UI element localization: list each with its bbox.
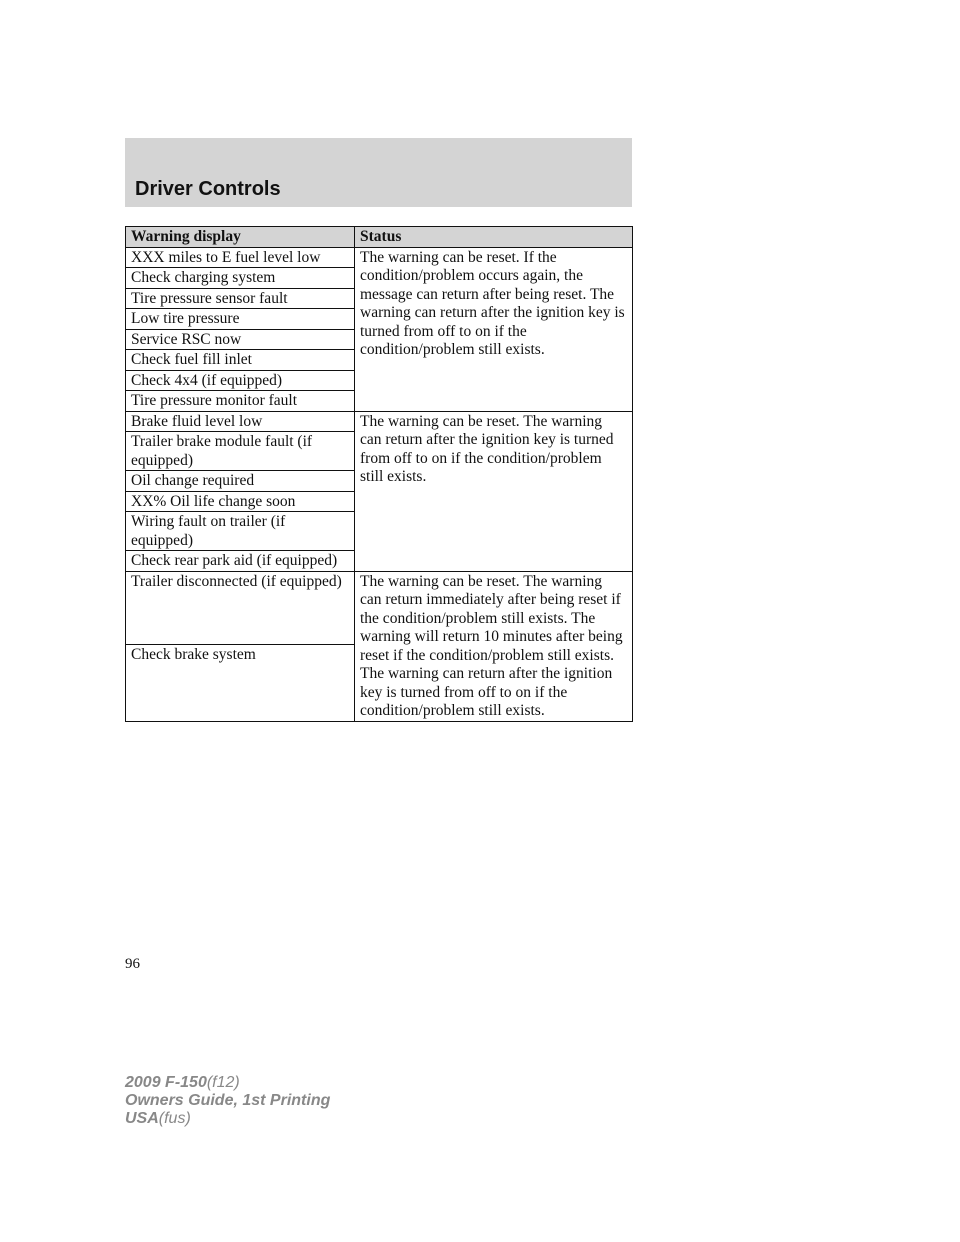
warning-cell: Tire pressure sensor fault xyxy=(126,288,355,309)
footer-guide: Owners Guide, 1st Printing xyxy=(125,1092,331,1109)
status-cell: The warning can be reset. The warning can return after the ignition key is turned from off to on if the condition/problem still exists. xyxy=(355,411,633,571)
warning-cell: Tire pressure monitor fault xyxy=(126,391,355,412)
footer-model: 2009 F-150 xyxy=(125,1074,207,1091)
warning-cell: Check fuel fill inlet xyxy=(126,350,355,371)
warning-cell: Low tire pressure xyxy=(126,309,355,330)
page-number: 96 xyxy=(125,956,140,972)
column-header-warning-display: Warning display xyxy=(126,227,355,248)
status-cell: The warning can be reset. If the condition/problem occurs again, the message can return after being reset. The warning can return after the ignition key is turned from off to on if the condition/problem still exists. xyxy=(355,247,633,411)
section-header-band xyxy=(125,138,632,207)
warning-cell: Trailer brake module fault (if equipped) xyxy=(126,432,355,471)
warning-cell: Trailer disconnected (if equipped) xyxy=(126,571,355,645)
footer-region: USA xyxy=(125,1110,159,1127)
warning-cell: Wiring fault on trailer (if equipped) xyxy=(126,512,355,551)
warning-cell: Check charging system xyxy=(126,268,355,289)
table-header-row xyxy=(126,227,633,248)
warning-cell: Check rear park aid (if equipped) xyxy=(126,551,355,572)
warning-cell: Service RSC now xyxy=(126,329,355,350)
warning-cell: XXX miles to E fuel level low xyxy=(126,247,355,268)
footer-model-code: (f12) xyxy=(206,1074,240,1091)
warning-cell: Check 4x4 (if equipped) xyxy=(126,370,355,391)
print-footer xyxy=(125,1074,330,1128)
warning-cell: Check brake system xyxy=(126,645,355,721)
table-row xyxy=(126,247,633,268)
section-title: Driver Controls xyxy=(135,178,281,200)
table-row xyxy=(126,411,633,432)
warning-cell: XX% Oil life change soon xyxy=(126,491,355,512)
footer-region-code: (fus) xyxy=(158,1110,191,1127)
warning-display-table xyxy=(125,226,633,722)
table-row xyxy=(126,571,633,645)
status-cell: The warning can be reset. The warning can return immediately after being reset if the condition/problem still exists. The warning will return 10 minutes after being reset if the condition/problem still exists. The warning can return after the ignition key is turned from off to on if the condition/problem still exists. xyxy=(355,571,633,721)
column-header-status: Status xyxy=(355,227,633,248)
warning-cell: Brake fluid level low xyxy=(126,411,355,432)
warning-cell: Oil change required xyxy=(126,471,355,492)
